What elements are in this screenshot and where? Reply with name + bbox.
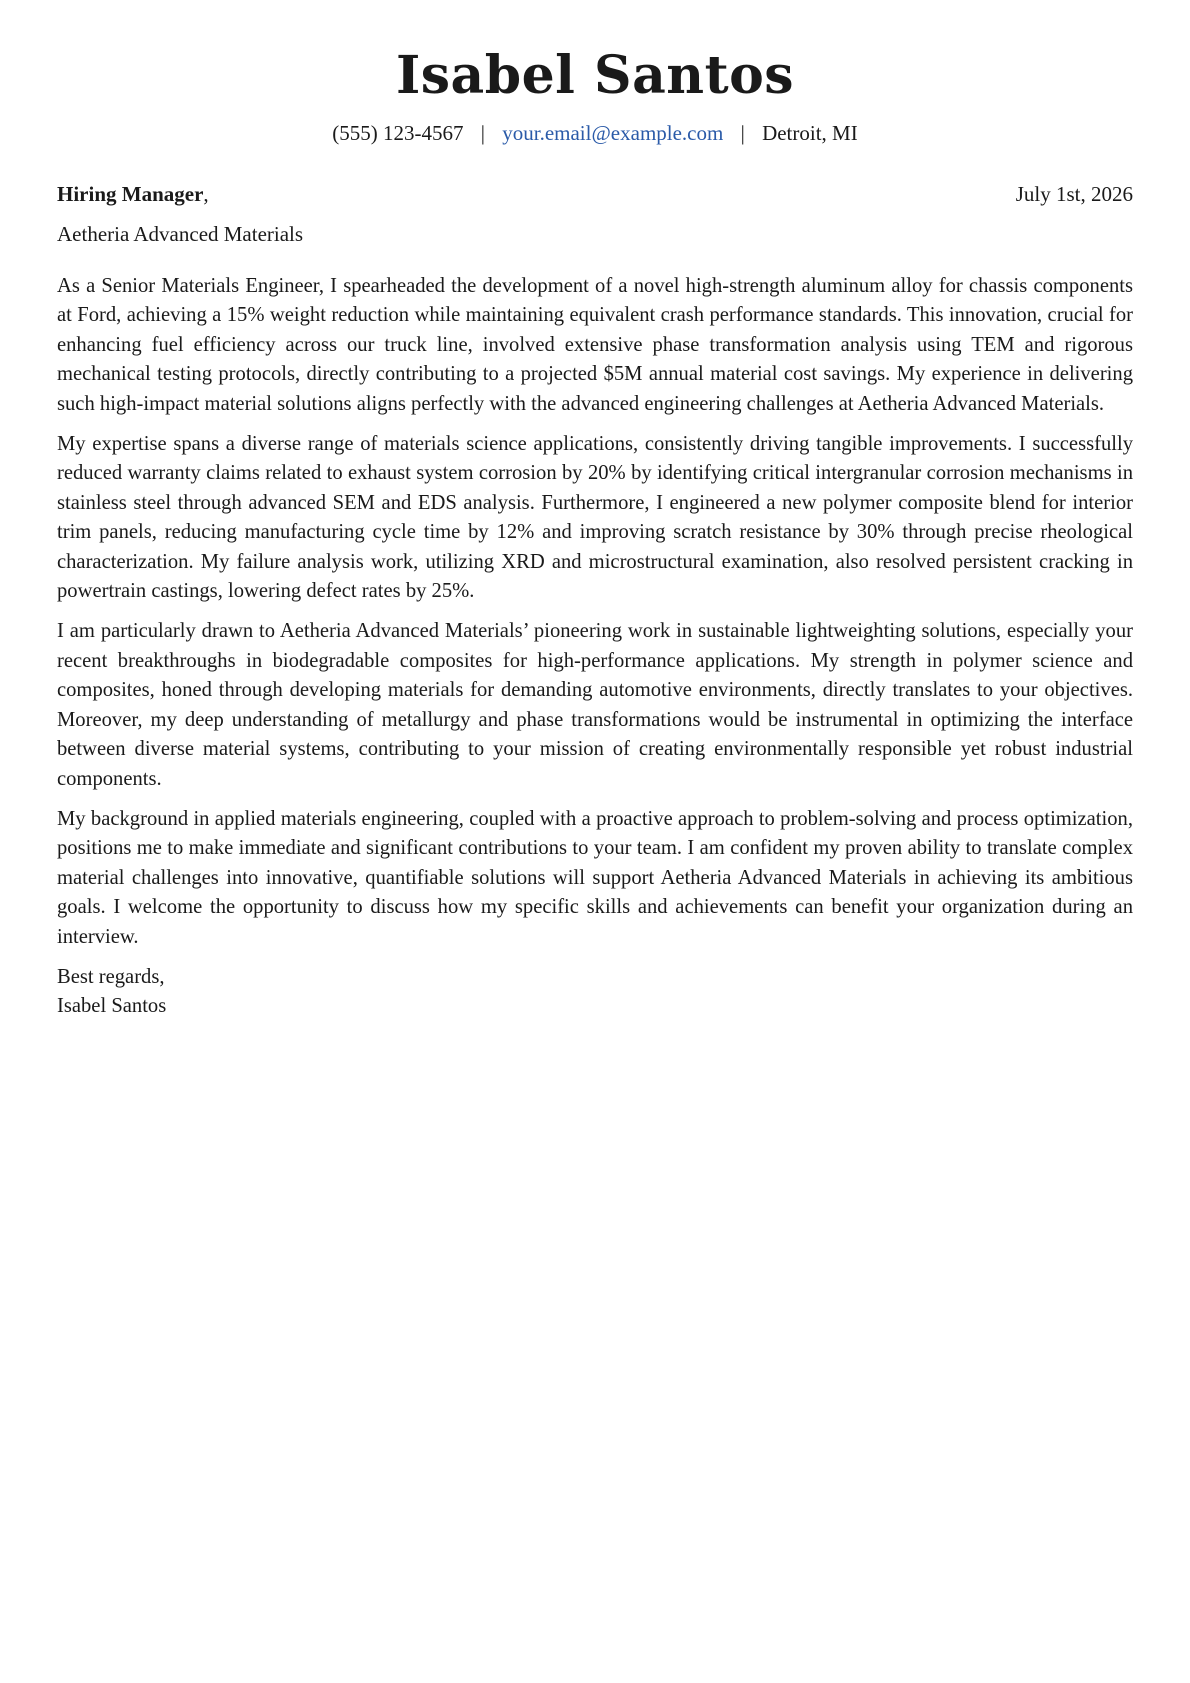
recipient-salutation xyxy=(57,179,209,209)
recipient-date-row xyxy=(57,179,1133,209)
recipient-company: Aetheria Advanced Materials xyxy=(57,222,304,246)
body-paragraph: I am particularly drawn to Aetheria Advanced Materials’ pioneering work in sustainable lightweighting solutions, especially your recent breakthroughs in biodegradable composites for high-performance applications. My strength in polymer science and composites, honed through developing materials for demanding automotive environments, directly translates to your objectives. Moreover, my deep understanding of metallurgy and phase transformations would be instrumental in optimizing the interface between diverse material systems, contributing to your mission of creating environmentally responsible yet robust industrial components. xyxy=(57,620,1133,790)
recipient-name: Hiring Manager xyxy=(57,182,204,206)
body-paragraph: My expertise spans a diverse range of materials science applications, consistently driving tangible improvements. I successfully reduced warranty claims related to exhaust system corrosion by 20% by identifying critical intergranular corrosion mechanisms in stainless steel through advanced SEM and EDS analysis. Furthermore, I engineered a new polymer composite blend for interior trim panels, reducing manufacturing cycle time by 12% and improving scratch resistance by 30% through precise rheological characterization. My failure analysis work, utilizing XRD and microstructural examination, also resolved persistent cracking in powertrain castings, lowering defect rates by 25%. xyxy=(57,433,1133,603)
phone-number: (555) 123-4567 xyxy=(332,121,464,145)
applicant-name: Isabel Santos xyxy=(395,45,795,106)
location: Detroit, MI xyxy=(762,121,858,145)
email-link[interactable]: your.email@example.com xyxy=(502,121,724,145)
recipient-name-suffix: , xyxy=(203,182,209,206)
letter-closing-block xyxy=(57,963,1133,1022)
signature-name: Isabel Santos xyxy=(57,995,167,1018)
letter-date: July 1st, 2026 xyxy=(1015,182,1133,206)
closing-phrase: Best regards, xyxy=(57,965,165,988)
body-paragraph: My background in applied materials engineering, coupled with a proactive approach to problem-solving and process optimization, positions me to make immediate and significant contributions to your team. I am confident my proven ability to translate complex material challenges into innovative, quantifiable solutions will support Aetheria Advanced Materials in achieving its ambitious goals. I welcome the opportunity to discuss how my specific skills and achievements can benefit your organization during an interview. xyxy=(57,807,1133,948)
contact-line xyxy=(57,118,1133,148)
letter-body xyxy=(57,272,1133,952)
contact-separator: | xyxy=(480,121,485,145)
body-paragraph: As a Senior Materials Engineer, I spearheaded the development of a novel high-strength aluminum alloy for chassis components at Ford, achieving a 15% weight reduction while maintaining equivalent crash performance standards. This innovation, crucial for enhancing fuel efficiency across our truck line, involved extensive phase transformation analysis using TEM and rigorous mechanical testing protocols, directly contributing to a projected $5M annual material cost savings. My experience in delivering such high-impact material solutions aligns perfectly with the advanced engineering challenges at Aetheria Advanced Materials. xyxy=(57,275,1133,415)
contact-separator: | xyxy=(740,121,745,145)
